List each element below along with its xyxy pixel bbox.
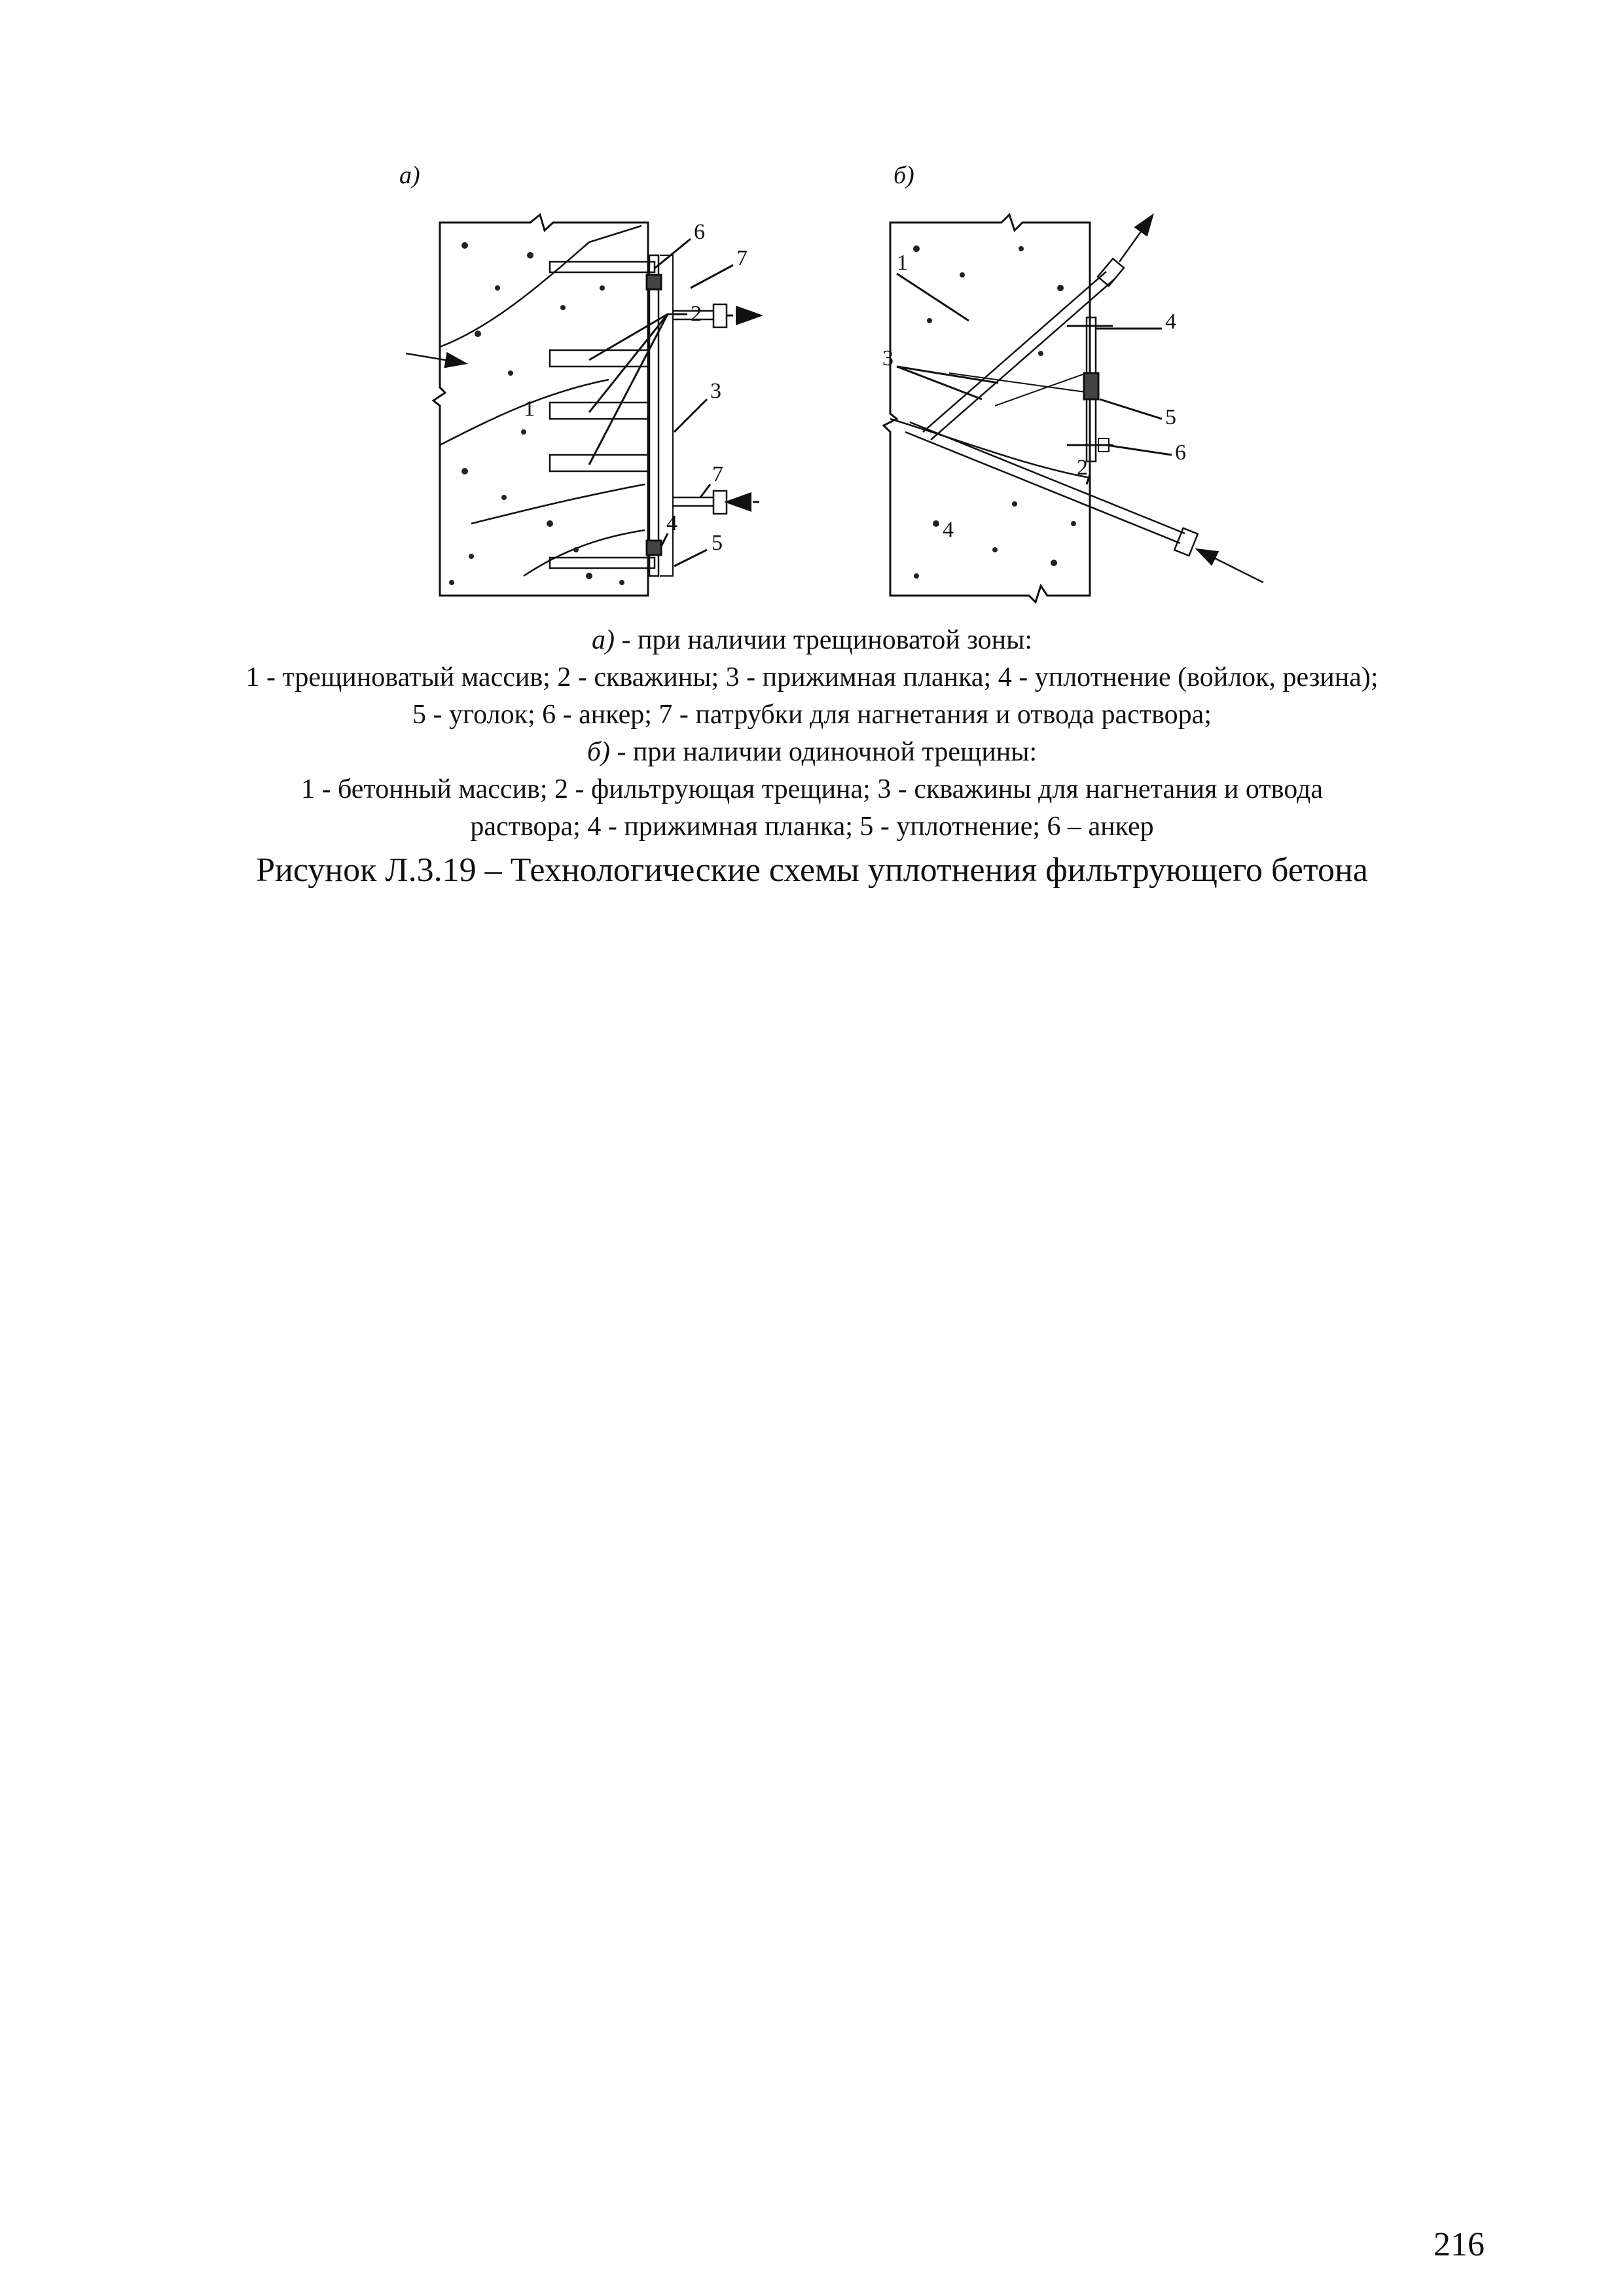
caption-b-items-line1: 1 - бетонный массив; 2 - фильтрующая трещина; 3 - скважины для нагнетания и отвода <box>300 774 1324 804</box>
caption-a-heading: а) - при наличии трещиноватой зоны: <box>591 625 1033 655</box>
caption-a-items-line2: 5 - уголок; 6 - анкер; 7 - патрубки для нагнетания и отвода раствора; <box>412 700 1212 730</box>
svg-text:2: 2 <box>1077 456 1088 480</box>
svg-text:6: 6 <box>1175 440 1186 465</box>
panel-b-concrete-aggregate <box>913 245 1076 579</box>
svg-text:3: 3 <box>710 379 721 403</box>
figure-drawing <box>393 157 1283 615</box>
svg-text:4: 4 <box>1165 310 1176 334</box>
svg-text:4: 4 <box>666 511 677 535</box>
panel-b-label: б) <box>893 162 914 189</box>
svg-text:4: 4 <box>943 518 954 542</box>
figure-technological-schemes <box>393 157 1283 615</box>
svg-text:2: 2 <box>691 302 702 326</box>
page-number: 216 <box>1434 2226 1485 2263</box>
caption-a-items-line1: 1 - трещиноватый массив; 2 - скважины; 3 - прижимная планка; 4 - уплотнение (войлок, резина); <box>245 662 1379 692</box>
caption-b-items-line2: раствора; 4 - прижимная планка; 5 - уплотнение; 6 – анкер <box>470 812 1154 842</box>
svg-text:7: 7 <box>712 462 723 486</box>
panel-a-diagram <box>406 215 759 596</box>
svg-text:6: 6 <box>694 220 705 244</box>
svg-text:1: 1 <box>897 251 908 275</box>
svg-text:5: 5 <box>712 531 723 555</box>
figure-caption <box>118 622 1506 894</box>
svg-text:3: 3 <box>882 346 893 370</box>
panel-a-label: а) <box>399 162 420 189</box>
svg-text:1: 1 <box>524 397 535 421</box>
caption-b-heading: б) - при наличии одиночной трещины: <box>586 737 1038 767</box>
panel-b-diagram <box>884 215 1263 602</box>
panel-a-concrete-aggregate <box>449 242 624 585</box>
figure-title: Рисунок Л.3.19 – Технологические схемы уплотнения фильтрующего бетона <box>256 852 1368 889</box>
svg-text:5: 5 <box>1165 405 1176 429</box>
svg-text:7: 7 <box>736 246 748 270</box>
